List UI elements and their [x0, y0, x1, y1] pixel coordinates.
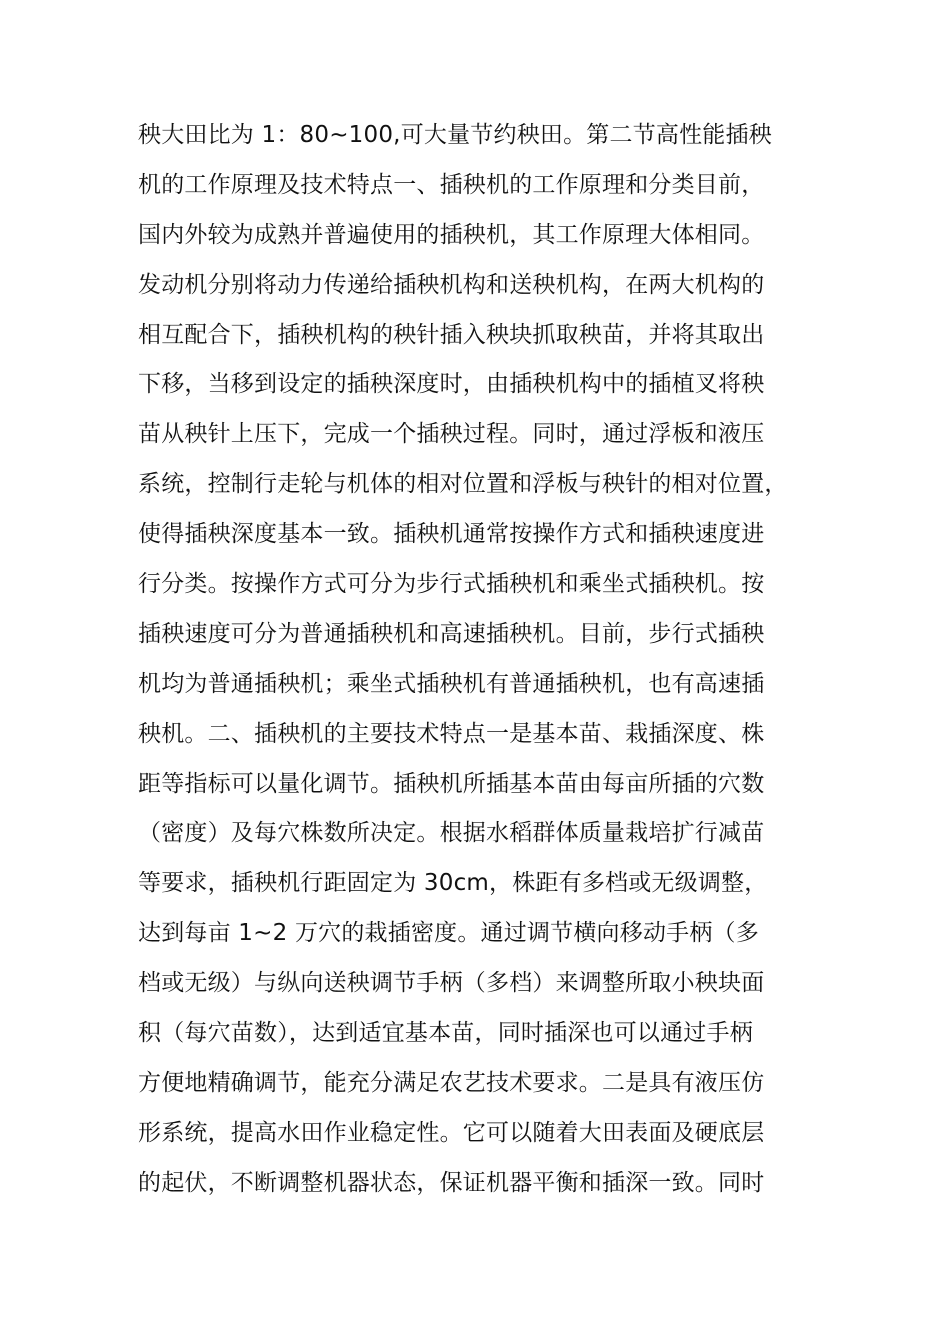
text-line: （密度）及每穴株数所决定。根据水稻群体质量栽培扩行减苗 [138, 820, 765, 847]
text-line: 下移，当移到设定的插秧深度时，由插秧机构中的插植叉将秧 [138, 371, 765, 398]
body-text [138, 111, 818, 1209]
text-line: 方便地精确调节，能充分满足农艺技术要求。二是具有液压仿 [138, 1069, 765, 1096]
text-line: 机的工作原理及技术特点一、插秧机的工作原理和分类目前， [138, 171, 765, 198]
text-line: 发动机分别将动力传递给插秧机构和送秧机构，在两大机构的 [138, 271, 765, 298]
text-line: 行分类。按操作方式可分为步行式插秧机和乘坐式插秧机。按 [138, 571, 765, 598]
text-line: 的起伏，不断调整机器状态，保证机器平衡和插深一致。同时 [138, 1169, 765, 1196]
text-line: 档或无级）与纵向送秧调节手柄（多档）来调整所取小秧块面 [138, 970, 765, 997]
text-line: 插秧速度可分为普通插秧机和高速插秧机。目前，步行式插秧 [138, 620, 765, 647]
text-line: 机均为普通插秧机；乘坐式插秧机有普通插秧机，也有高速插 [138, 670, 765, 697]
text-line: 形系统，提高水田作业稳定性。它可以随着大田表面及硬底层 [138, 1119, 765, 1146]
text-line: 距等指标可以量化调节。插秧机所插基本苗由每亩所插的穴数 [138, 770, 765, 797]
text-line: 系统，控制行走轮与机体的相对位置和浮板与秧针的相对位置， [138, 471, 788, 498]
text-line: 国内外较为成熟并普遍使用的插秧机，其工作原理大体相同。 [138, 221, 765, 248]
text-line: 苗从秧针上压下，完成一个插秧过程。同时，通过浮板和液压 [138, 421, 765, 448]
text-line: 积（每穴苗数），达到适宜基本苗，同时插深也可以通过手柄 [138, 1020, 753, 1047]
text-line: 秧大田比为 1：80~100,可大量节约秧田。第二节高性能插秧 [138, 122, 772, 148]
text-line: 使得插秧深度基本一致。插秧机通常按操作方式和插秧速度进 [138, 521, 765, 548]
text-line: 达到每亩 1~2 万穴的栽插密度。通过调节横向移动手柄（多 [138, 920, 759, 947]
text-line: 相互配合下，插秧机构的秧针插入秧块抓取秧苗，并将其取出 [138, 321, 765, 348]
text-line: 等要求，插秧机行距固定为 30cm，株距有多档或无级调整， [138, 870, 768, 897]
text-line: 秧机。二、插秧机的主要技术特点一是基本苗、栽插深度、株 [138, 720, 765, 747]
